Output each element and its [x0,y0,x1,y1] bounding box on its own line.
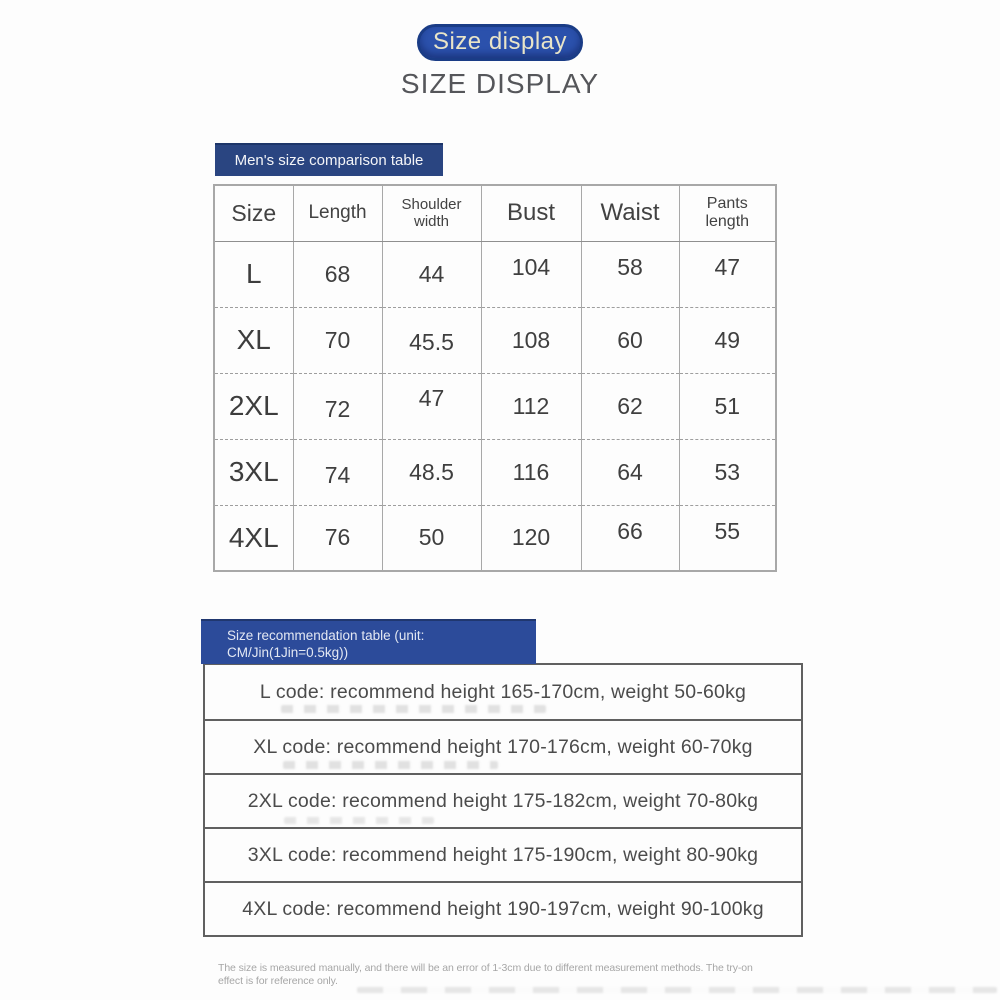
column-header-shoulder-width: Shoulder width [382,185,481,241]
column-header-waist: Waist [581,185,679,241]
size-cell: XL [214,307,293,373]
recommendation-banner [201,619,536,664]
shoulder-width-cell: 48.5 [382,439,481,505]
length-cell: 72 [293,376,382,442]
column-header-bust: Bust [481,185,581,241]
pants-length-cell: 49 [679,307,776,373]
mens-table-banner: Men's size comparison table [215,143,443,176]
shoulder-width-cell: 44 [382,241,481,307]
column-header-pants-length: Pants length [679,185,776,241]
size-display-heading: SIZE DISPLAY [400,68,600,99]
waist-cell: 64 [581,439,679,505]
recommendation-item-4xl: 4XL code: recommend height 190-197cm, weight 90-100kg [205,881,801,935]
bust-cell: 116 [481,439,581,505]
recommendation-banner-line1: Size recommendation table (unit: [227,628,425,643]
length-cell: 70 [293,307,382,373]
recommendation-item-xl: XL code: recommend height 170-176cm, weight 60-70kg [205,719,801,773]
length-cell: 68 [293,241,382,307]
table-row-4xl [214,505,776,571]
pants-length-cell: 51 [679,373,776,439]
table-row-2xl [214,373,776,439]
column-header-size: Size [214,185,293,241]
shoulder-width-cell: 45.5 [382,309,481,375]
pants-length-cell: 55 [679,499,776,565]
pants-length-cell: 47 [679,234,776,300]
bust-cell: 108 [481,307,581,373]
waist-cell: 60 [581,307,679,373]
recommendation-list [203,663,803,937]
table-row-3xl [214,439,776,505]
length-cell: 76 [293,505,382,571]
recommendation-item-3xl: 3XL code: recommend height 175-190cm, weight 80-90kg [205,827,801,881]
shoulder-width-cell: 47 [382,365,481,431]
waist-cell: 62 [581,373,679,439]
recommendation-banner-line2: CM/Jin(1Jin=0.5kg)) [227,645,349,660]
length-cell: 74 [293,442,382,508]
size-cell: L [245,258,262,289]
measurement-note: The size is measured manually, and there will be an error of 1-3cm due to different measurement methods. The try-on effect is for reference only. [218,962,753,987]
waist-cell: 58 [581,234,679,300]
size-cell: 3XL [214,439,293,505]
bust-cell: 120 [481,505,581,571]
table-row-xl [214,307,776,373]
shoulder-width-cell: 50 [382,505,481,571]
bust-cell: 112 [481,373,581,439]
recommendation-item-l: L code: recommend height 165-170cm, weight 50-60kg [259,680,747,703]
column-header-length: Length [293,185,382,241]
size-cell: 4XL [214,505,293,571]
mens-size-table [213,184,777,572]
size-display-badge [417,24,583,61]
size-display-badge-label: Size display [432,27,568,55]
size-cell: 2XL [214,373,293,439]
recommendation-item-2xl: 2XL code: recommend height 175-182cm, weight 70-80kg [205,773,801,827]
waist-cell: 66 [581,499,679,565]
table-header-row [214,185,776,241]
bust-cell: 104 [481,234,581,300]
table-row-l [214,241,776,307]
pants-length-cell: 53 [679,439,776,505]
